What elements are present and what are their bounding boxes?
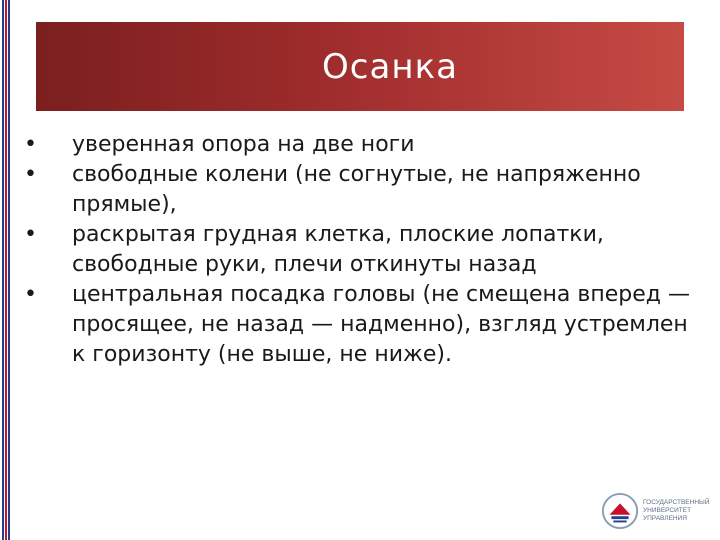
left-edge-stripes (0, 0, 12, 540)
slide-title: Осанка (322, 46, 458, 87)
logo-line: УПРАВЛЕНИЯ (643, 515, 687, 522)
bullet-text: центральная посадка головы (не смещена вперед — просящее, не назад — надменно), взгляд устремлен к горизонту (не выше, не ниже). (72, 282, 690, 367)
bullet-text: раскрытая грудная клетка, плоские лопатки, свободные руки, плечи откинуты назад (72, 222, 604, 277)
bullet-marker: • (24, 162, 37, 187)
blue-stripe (2, 0, 4, 540)
bullet-marker: • (24, 222, 37, 247)
bullet-marker: • (24, 282, 37, 307)
bullet-list (24, 130, 694, 370)
logo-text (643, 499, 709, 523)
blue-stripe (8, 0, 10, 540)
university-logo (601, 491, 711, 531)
bullet-text: свободные колени (не согнутые, не напряженно прямые), (72, 162, 641, 217)
bullet-item (24, 280, 694, 370)
title-bar (36, 22, 684, 111)
bullet-item (24, 130, 694, 160)
bullet-item (24, 220, 694, 280)
logo-line: УНИВЕРСИТЕТ (643, 507, 692, 514)
university-emblem-icon (601, 492, 639, 530)
red-stripe (5, 0, 7, 540)
logo-line: ГОСУДАРСТВЕННЫЙ (643, 499, 710, 506)
bullet-item (24, 160, 694, 220)
bullet-marker: • (24, 132, 37, 157)
bullet-text: уверенная опора на две ноги (72, 132, 415, 157)
